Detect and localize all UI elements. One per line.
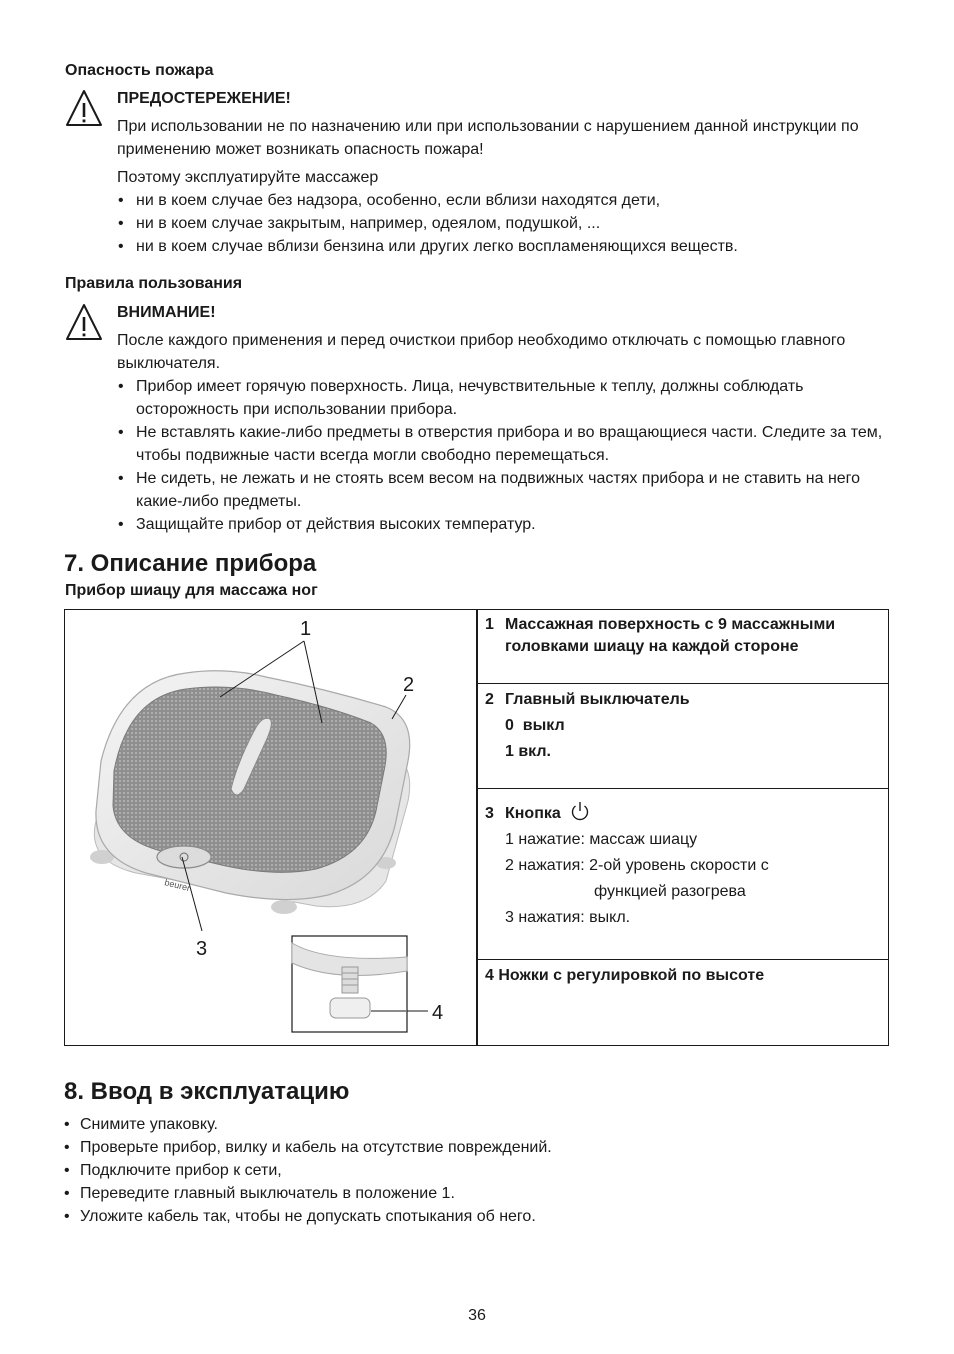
legend-item-4 — [485, 963, 880, 989]
legend-number: 4 — [485, 967, 494, 984]
legend-text: Ножки с регулировкой по высоте — [498, 967, 765, 984]
fire-intro: Поэтому эксплуатируйте массажер — [117, 169, 379, 186]
legend-text: Кнопка — [505, 805, 561, 822]
legend-row-divider — [476, 683, 888, 684]
box-divider — [476, 609, 478, 1046]
legend-number: 1 — [485, 616, 494, 633]
legend-item-3 — [485, 801, 880, 931]
legend-number: 3 — [485, 805, 494, 822]
warning-triangle-icon — [64, 88, 104, 128]
page-number: 36 — [468, 1307, 486, 1324]
brand-label: beurer — [163, 877, 192, 894]
fire-warning-title: ПРЕДОСТЕРЕЖЕНИЕ! — [117, 90, 291, 107]
warning-triangle-icon — [64, 302, 104, 342]
list-item: • ни в коем случае закрытым, например, одеялом, подушкой, ... — [116, 212, 906, 235]
legend-text: Главный выключатель — [505, 691, 690, 708]
list-item: • Не вставлять какие-либо предметы в отверстия прибора и во вращающиеся части. Следите за тем, чтобы подвижные части всегда могли свободно перемещаться. — [116, 421, 906, 467]
foot-massager-illustration — [66, 611, 474, 1043]
press-3-mode: 3 нажатия: выкл. — [505, 909, 631, 926]
press-1-mode: 1 нажатие: массаж шиацу — [505, 831, 698, 848]
fire-bullet-list — [116, 189, 906, 258]
switch-position-off: 0 выкл — [505, 717, 565, 734]
fire-hazard-heading: Опасность пожара — [65, 62, 214, 79]
startup-bullet-list — [62, 1113, 882, 1228]
list-item: • Прибор имеет горячую поверхность. Лица, нечувствительные к теплу, должны соблюдать осторожность при использовании прибора. — [116, 375, 906, 421]
section-7-subheading: Прибор шиацу для массажа ног — [65, 582, 318, 599]
power-icon — [569, 800, 591, 822]
usage-rules-heading: Правила пользования — [65, 275, 243, 292]
legend-text: Массажная поверхность с 9 массажными головками шиацу на каждой стороне — [505, 616, 836, 655]
usage-warning-title: ВНИМАНИЕ! — [117, 304, 216, 321]
list-item: • Не сидеть, не лежать и не стоять всем весом на подвижных частях прибора и не ставить на него какие-либо предметы. — [116, 467, 906, 513]
legend-item-1 — [485, 614, 880, 658]
list-item: • Защищайте прибор от действия высоких температур. — [116, 513, 906, 536]
legend-row-divider — [476, 788, 888, 789]
callout-4: 4 — [432, 1002, 444, 1024]
usage-bullet-list — [116, 375, 906, 536]
callout-3: 3 — [196, 938, 208, 960]
callout-1: 1 — [300, 618, 312, 640]
usage-warning-text: После каждого применения и перед очисткои прибор необходимо отключать с помощью главного выключателя. — [117, 332, 846, 372]
section-8-heading: 8. Ввод в эксплуатацию — [64, 1078, 350, 1105]
list-item: • ни в коем случае вблизи бензина или других легко воспламеняющихся веществ. — [116, 235, 906, 258]
switch-position-on: 1 вкл. — [505, 743, 551, 760]
press-2-mode-cont: функцией разогрева — [594, 883, 746, 900]
list-item: • Проверьте прибор, вилку и кабель на отсутствие повреждений. — [62, 1136, 882, 1159]
list-item: • Уложите кабель так, чтобы не допускать спотыкания об него. — [62, 1205, 882, 1228]
press-2-mode: 2 нажатия: 2-ой уровень скорости с — [505, 857, 769, 874]
list-item: • Переведите главный выключатель в положение 1. — [62, 1182, 882, 1205]
legend-item-2 — [485, 687, 880, 765]
legend-row-divider — [476, 959, 888, 960]
section-7-heading: 7. Описание прибора — [64, 550, 317, 577]
callout-2: 2 — [403, 674, 415, 696]
list-item: • Снимите упаковку. — [62, 1113, 882, 1136]
list-item: • ни в коем случае без надзора, особенно, если вблизи находятся дети, — [116, 189, 906, 212]
legend-number: 2 — [485, 691, 494, 708]
fire-warning-text: При использовании не по назначению или при использовании с нарушением данной инструкции по применению может возникать опасность пожара! — [117, 118, 859, 158]
list-item: • Подключите прибор к сети, — [62, 1159, 882, 1182]
